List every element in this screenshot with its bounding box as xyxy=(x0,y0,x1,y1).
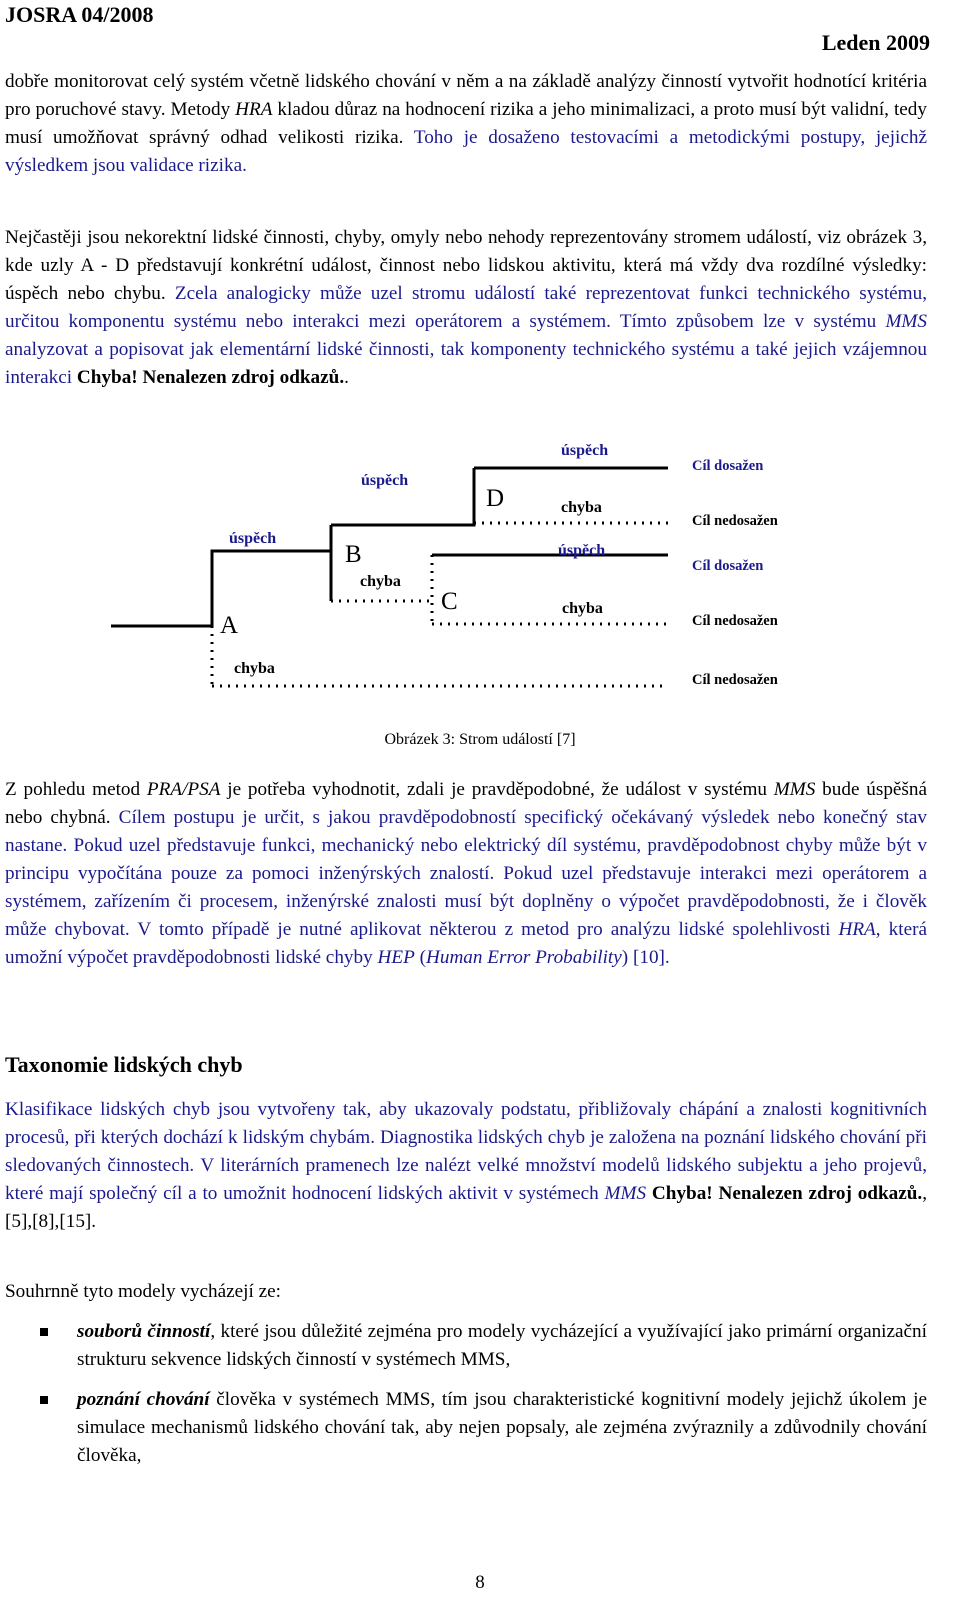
node-c: C xyxy=(441,588,458,615)
page-number: 8 xyxy=(475,1572,485,1593)
p3-mms: MMS xyxy=(773,779,816,800)
paragraph-2 xyxy=(5,224,927,392)
bullet-1-text: , které jsou důležité zejména pro modely vycházející a využívající jako primární organizační strukturu sekvence lidských činností v systémech MMS, xyxy=(77,1321,927,1370)
bullet-2-text: člověka v systémech MMS, tím jsou charakteristické kognitivní modely jejichž úkolem je simulace mechanismů lidského chování tak, aby nejen popsaly, ale zejména zvýraznily a zdůvodnily chování člověka, xyxy=(77,1389,927,1466)
label-b-failure: chyba xyxy=(360,573,401,590)
node-a: A xyxy=(220,612,239,639)
p2-text-2: Zcela analogicky může uzel stromu událostí také reprezentovat funkci technického systému, určitou komponentu systému nebo interakci mezi operátorem a systémem. Tímto způsobem lze v systému xyxy=(5,283,927,332)
journal-header: JOSRA 04/2008 xyxy=(5,2,154,27)
p1-text-2: kladou důraz na hodnocení rizika a jeho minimalizaci, a proto musí být validní, tedy musí umožňovat správný odhad velikosti rizika. xyxy=(5,99,927,148)
outcome-3: Cíl dosažen xyxy=(692,558,764,574)
label-a-failure: chyba xyxy=(234,660,275,677)
outcome-2: Cíl nedosažen xyxy=(692,513,778,529)
event-tree-diagram xyxy=(0,430,960,720)
paragraph-4 xyxy=(5,1096,927,1236)
paragraph-5: Souhrnně tyto modely vycházejí ze: xyxy=(5,1281,282,1302)
label-c-success: úspěch xyxy=(558,542,606,559)
p3-text-2: je potřeba vyhodnotit, zdali je pravděpodobné, že událost v systému xyxy=(220,779,774,800)
label-c-failure: chyba xyxy=(562,600,603,617)
p2-ref-error: Chyba! Nenalezen zdroj odkazů. xyxy=(76,367,345,388)
paragraph-3 xyxy=(5,776,927,972)
p3-hep-full: Human Error Probability xyxy=(426,947,622,968)
label-d-failure: chyba xyxy=(561,499,602,516)
p1-hra: HRA xyxy=(235,99,273,120)
p3-text-5: , která umožní výpočet pravděpodobnosti lidské chyby xyxy=(5,919,927,968)
p2-mms: MMS xyxy=(885,311,927,332)
p4-text-1: Klasifikace lidských chyb jsou vytvořeny tak, aby ukazovaly podstatu, přibližovaly chápání a znalosti kognitivních procesů, při kterých dochází k lidským chybám. Diagnostika lidských chyb je založena na poznání lidského chování při sledovaných činnostech. V literárních pramenech lze nalézt velké množství modelů lidského subjektu a jeho projevů, které mají společný cíl a to umožnit hodnocení lidských aktivit v systémech xyxy=(5,1099,927,1204)
paragraph-1 xyxy=(5,68,927,180)
bullet-item-1 xyxy=(77,1318,927,1374)
label-b-success: úspěch xyxy=(361,472,409,489)
outcome-4: Cíl nedosažen xyxy=(692,613,778,629)
label-a-success: úspěch xyxy=(229,530,277,547)
p4-ref-error: Chyba! Nenalezen zdroj odkazů. xyxy=(651,1183,923,1204)
p3-text-3: bude úspěšná nebo chybná. xyxy=(5,779,928,828)
p1-text-1: dobře monitorovat celý systém včetně lidského chování v něm a na základě analýzy činností vytvořit hodnotící kritéria pro poruchové stavy. Metody xyxy=(5,71,927,120)
node-b: B xyxy=(345,541,362,568)
figure-caption: Obrázek 3: Strom událostí [7] xyxy=(384,731,576,748)
node-d: D xyxy=(486,485,505,512)
p3-text-7: ) [10]. xyxy=(621,947,670,968)
bullet-1-emphasis: souborů činností xyxy=(77,1321,211,1342)
p1-text-3: Toho je dosaženo testovacími a metodickými postupy, jejichž výsledkem jsou validace rizika. xyxy=(5,127,927,176)
label-d-success: úspěch xyxy=(561,442,609,459)
p3-text-4: Cílem postupu je určit, s jakou pravděpodobností specifický očekávaný výsledek nebo konečný stav nastane. Pokud uzel představuje funkci, mechanický nebo elektrický díl systému, pravděpodobnost chyby může být v principu vypočítána pouze za pomoci inženýrských znalostí. Pokud uzel představuje interakci mezi operátorem a systémem, zařízením či procesem, inženýrské znalosti musí být doplněny o výpočet pravděpodobnosti, že i člověk může chybovat. V tomto případě je nutné aplikovat některou z metod pro analýzu lidské spolehlivosti xyxy=(5,807,927,940)
date-header: Leden 2009 xyxy=(821,30,930,55)
p3-hep: HEP xyxy=(377,947,415,968)
p4-mms: MMS xyxy=(604,1183,647,1204)
section-title: Taxonomie lidských chyb xyxy=(5,1052,243,1077)
p3-text-1: Z pohledu metod xyxy=(5,779,147,800)
p2-text-4: . xyxy=(344,367,349,388)
p2-text-3: analyzovat a popisovat jak elementární lidské činnosti, tak komponenty technického systému a také jejich vzájemnou interakci xyxy=(5,339,927,388)
bullet-marker-1 xyxy=(40,1328,48,1336)
p3-text-6: ( xyxy=(414,947,426,968)
p2-text-1: Nejčastěji jsou nekorektní lidské činnosti, chyby, omyly nebo nehody reprezentovány stromem událostí, viz obrázek 3, kde uzly A - D představují konkrétní událost, činnost nebo lidskou aktivitu, která má vždy dva rozdílné výsledky: úspěch nebo chybu. xyxy=(5,227,927,304)
p3-hra: HRA xyxy=(838,919,876,940)
p4-text-3: ,[5],[8],[15]. xyxy=(5,1183,928,1232)
p3-pra-psa: PRA/PSA xyxy=(146,779,221,800)
bullet-marker-2 xyxy=(40,1396,48,1404)
bullet-2-emphasis: poznání chování xyxy=(77,1389,210,1410)
bullet-item-2 xyxy=(77,1386,927,1470)
outcome-1: Cíl dosažen xyxy=(692,458,764,474)
outcome-5: Cíl nedosažen xyxy=(692,672,778,688)
